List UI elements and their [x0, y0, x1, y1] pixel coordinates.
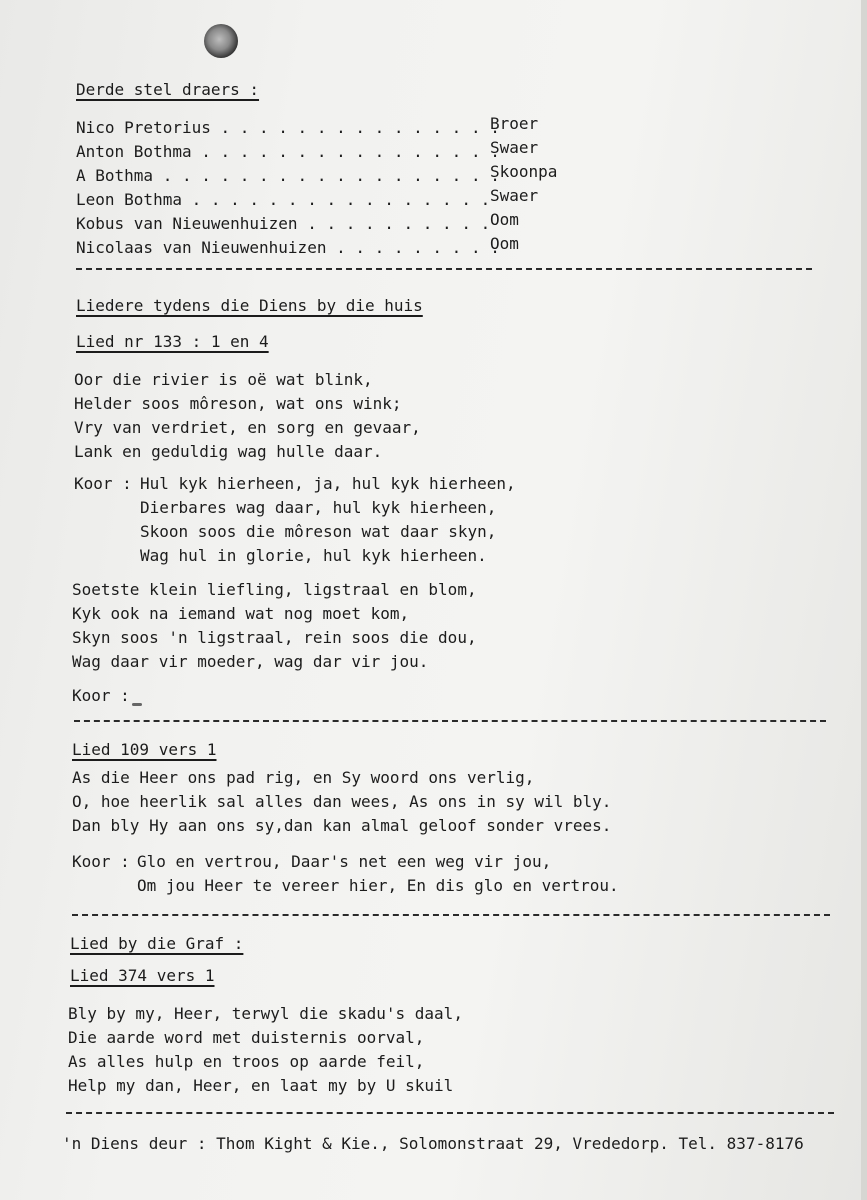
- verse-line: Dan bly Hy aan ons sy,dan kan almal geloof sonder vrees.: [72, 816, 612, 835]
- bearer-relation: Oom: [490, 234, 519, 253]
- bearer-name: Kobus van Nieuwenhuizen . . . . . . . . . .: [76, 214, 491, 233]
- verse-line: Lank en geduldig wag hulle daar.: [74, 442, 383, 461]
- bearer-relation: Oom: [490, 210, 519, 229]
- verse-line: O, hoe heerlik sal alles dan wees, As ons in sy wil bly.: [72, 792, 612, 811]
- chorus-line: Skoon soos die môreson wat daar skyn,: [140, 522, 497, 541]
- verse-line: As die Heer ons pad rig, en Sy woord ons verlig,: [72, 768, 535, 787]
- bearer-relation: Broer: [490, 114, 539, 133]
- verse-line: Helder soos môreson, wat ons wink;: [74, 394, 402, 413]
- verse-line: Skyn soos 'n ligstraal, rein soos die dou,: [72, 628, 477, 647]
- bearer-name: Leon Bothma . . . . . . . . . . . . . . . .: [76, 190, 491, 209]
- bearers-heading: Derde stel draers :: [76, 80, 260, 99]
- chorus-line: Dierbares wag daar, hul kyk hierheen,: [140, 498, 497, 517]
- bearer-relation: Swaer: [490, 186, 539, 205]
- chorus-label: Koor :: [72, 852, 140, 871]
- verse-line: Wag daar vir moeder, wag dar vir jou.: [72, 652, 429, 671]
- footer-credit: 'n Diens deur : Thom Kight & Kie., Solomonstraat 29, Vrededorp. Tel. 837-8176: [62, 1134, 804, 1153]
- verse-line: Soetste klein liefling, ligstraal en blom,: [72, 580, 477, 599]
- bearer-name: A Bothma . . . . . . . . . . . . . . . . . .: [76, 166, 500, 185]
- song-title: Lied 109 vers 1: [72, 740, 217, 759]
- verse-line: Vry van verdriet, en sorg en gevaar,: [74, 418, 421, 437]
- song-title: Lied nr 133 : 1 en 4: [76, 332, 269, 351]
- chorus-line: Glo en vertrou, Daar's net een weg vir jou,: [137, 852, 552, 871]
- dashed-divider: [72, 914, 830, 916]
- grave-heading: Lied by die Graf :: [70, 934, 244, 953]
- bearer-name: Anton Bothma . . . . . . . . . . . . . . . .: [76, 142, 500, 161]
- dashed-divider: [74, 720, 826, 722]
- verse-line: Help my dan, Heer, en laat my by U skuil: [68, 1076, 454, 1095]
- verse-line: Die aarde word met duisternis oorval,: [68, 1028, 425, 1047]
- page-edge: [861, 0, 867, 1200]
- verse-line: Kyk ook na iemand wat nog moet kom,: [72, 604, 410, 623]
- chorus-repeat-label: Koor :: [72, 686, 130, 705]
- chorus-line: Hul kyk hierheen, ja, hul kyk hierheen,: [140, 474, 516, 493]
- bearer-name: Nico Pretorius . . . . . . . . . . . . . . .: [76, 118, 500, 137]
- dashed-divider: [76, 268, 812, 270]
- song-title: Lied 374 vers 1: [70, 966, 215, 985]
- bearer-relation: Swaer: [490, 138, 539, 157]
- verse-line: Oor die rivier is oë wat blink,: [74, 370, 373, 389]
- bearer-name: Nicolaas van Nieuwenhuizen . . . . . . . . .: [76, 238, 500, 257]
- verse-line: Bly by my, Heer, terwyl die skadu's daal,: [68, 1004, 463, 1023]
- chorus-line: Om jou Heer te vereer hier, En dis glo en vertrou.: [137, 876, 619, 895]
- chorus-label: Koor :: [74, 474, 142, 493]
- bearer-relation: Skoonpa: [490, 162, 558, 181]
- ink-speck: [132, 703, 142, 706]
- punch-hole: [204, 24, 238, 58]
- verse-line: As alles hulp en troos op aarde feil,: [68, 1052, 425, 1071]
- songs-heading: Liedere tydens die Diens by die huis: [76, 296, 423, 315]
- dashed-divider: [66, 1112, 834, 1114]
- chorus-line: Wag hul in glorie, hul kyk hierheen.: [140, 546, 487, 565]
